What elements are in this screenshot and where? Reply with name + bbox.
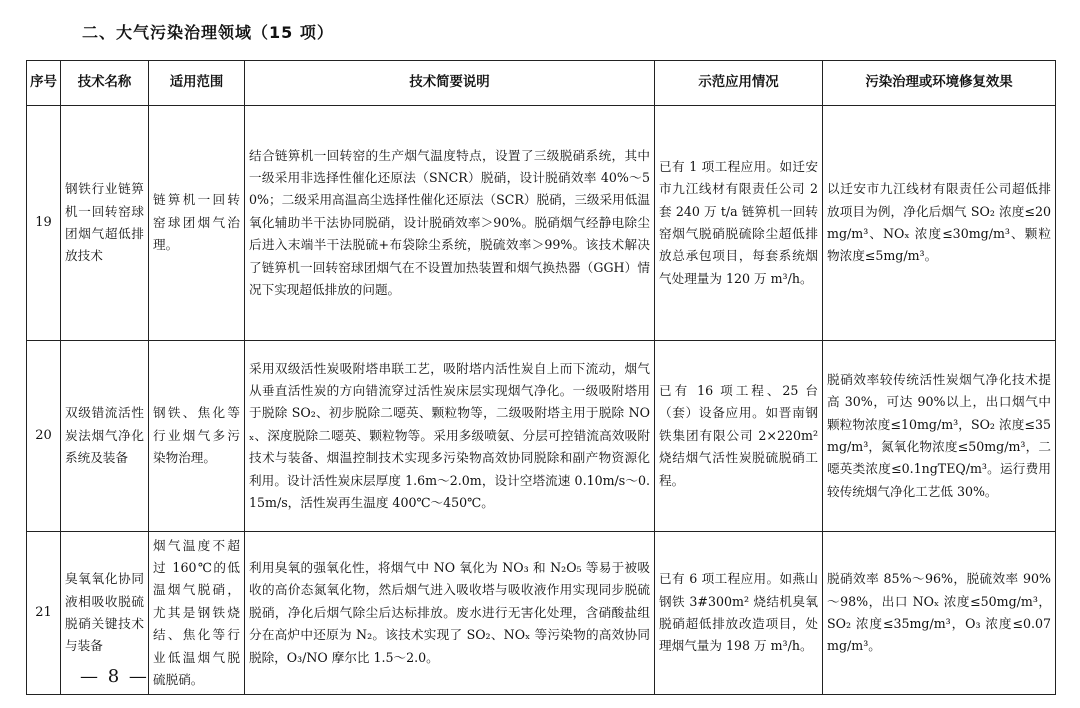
row-scope: 烟气温度不超过 160℃的低温烟气脱硝，尤其是钢铁烧结、焦化等行业低温烟气脱硫脱硝。 xyxy=(149,532,245,695)
row-effect: 以迁安市九江线材有限责任公司超低排放项目为例，净化后烟气 SO₂ 浓度≤20mg/m³、NOₓ 浓度≤30mg/m³、颗粒物浓度≤5mg/m³。 xyxy=(823,106,1056,341)
section-heading: 二、大气污染治理领域（15 项） xyxy=(82,23,334,42)
row-demo: 已有 16 项工程、25 台（套）设备应用。如晋南钢铁集团有限公司 2×220m² 烧结烟气活性炭脱硫脱硝工程。 xyxy=(655,341,823,532)
row-desc: 利用臭氧的强氧化性，将烟气中 NO 氧化为 NO₃ 和 N₂O₅ 等易于被吸收的高价态氮氧化物，然后烟气进入吸收塔与吸收液作用实现同步脱硫脱硝，净化后烟气除尘后达标排放。废水进行无害化处理，含硝酸盐组分在高炉中还原为 N₂。该技术实现了 SO₂、NOₓ 等污染物的高效协同脱除，O₃/NO 摩尔比 1.5～2.0。 xyxy=(245,532,655,695)
row-scope: 链箅机一回转窑球团烟气治理。 xyxy=(149,106,245,341)
row-desc: 采用双级活性炭吸附塔串联工艺，吸附塔内活性炭自上而下流动，烟气从垂直活性炭的方向错流穿过活性炭床层实现烟气净化。一级吸附塔用于脱除 SO₂、初步脱除二噁英、颗粒物等，二级吸附塔主用于脱除 NOₓ、深度脱除二噁英、颗粒物等。采用多级喷氨、分层可控错流高效吸附技术与装备、烟温控制技术实现多污染物高效协同脱除和副产物资源化利用。设计活性炭床层厚度 1.6m～2.0m，设计空塔流速 0.10m/s～0.15m/s，活性炭再生温度 400℃～450℃。 xyxy=(245,341,655,532)
row-name: 双级错流活性炭法烟气净化系统及装备 xyxy=(61,341,149,532)
row-demo: 已有 1 项工程应用。如迁安市九江线材有限责任公司 2 套 240 万 t/a 链箅机一回转窑烟气脱硝脱硫除尘超低排放总承包项目，每套系统烟气处理量为 120 万 m³/h。 xyxy=(655,106,823,341)
table-row xyxy=(27,341,1056,532)
header-effect: 污染治理或环境修复效果 xyxy=(823,61,1056,106)
row-desc: 结合链箅机一回转窑的生产烟气温度特点，设置了三级脱硝系统，其中一级采用非选择性催化还原法（SNCR）脱硝，设计脱硝效率 40%～50%；二级采用高温高尘选择性催化还原法（SCR）脱硝，三级采用低温氧化辅助半干法协同脱硝，设计脱硝效率＞90%。脱硝烟气经静电除尘后进入末端半干法脱硫+布袋除尘系统，脱硫效率＞99%。该技术解决了链箅机一回转窑球团烟气在不设置加热装置和烟气换热器（GGH）情况下实现超低排放的问题。 xyxy=(245,106,655,341)
table-header-row xyxy=(27,61,1056,106)
row-demo: 已有 6 项工程应用。如燕山钢铁 3#300m² 烧结机臭氧脱硝超低排放改造项目，处理烟气量为 198 万 m³/h。 xyxy=(655,532,823,695)
header-seq: 序号 xyxy=(27,61,61,106)
row-seq: 20 xyxy=(27,341,61,532)
header-demo: 示范应用情况 xyxy=(655,61,823,106)
row-effect: 脱硝效率 85%～96%，脱硫效率 90%～98%，出口 NOₓ 浓度≤50mg/m³，SO₂ 浓度≤35mg/m³，O₃ 浓度≤0.07mg/m³。 xyxy=(823,532,1056,695)
header-desc: 技术简要说明 xyxy=(245,61,655,106)
row-scope: 钢铁、焦化等行业烟气多污染物治理。 xyxy=(149,341,245,532)
tech-table xyxy=(26,60,1056,695)
row-name: 臭氧氧化协同液相吸收脱硫脱硝关键技术与装备 xyxy=(61,532,149,695)
header-scope: 适用范围 xyxy=(149,61,245,106)
row-seq: 19 xyxy=(27,106,61,341)
table-row xyxy=(27,106,1056,341)
row-effect: 脱硝效率较传统活性炭烟气净化技术提高 30%，可达 90%以上，出口烟气中颗粒物浓度≤10mg/m³，SO₂ 浓度≤35mg/m³，氮氧化物浓度≤50mg/m³，二噁英类浓度≤0.1ngTEQ/m³。运行费用较传统烟气净化工艺低 30%。 xyxy=(823,341,1056,532)
header-name: 技术名称 xyxy=(61,61,149,106)
table-row xyxy=(27,532,1056,695)
row-name: 钢铁行业链箅机一回转窑球团烟气超低排放技术 xyxy=(61,106,149,341)
page-number: — 8 — xyxy=(80,666,149,687)
row-seq: 21 xyxy=(27,532,61,695)
